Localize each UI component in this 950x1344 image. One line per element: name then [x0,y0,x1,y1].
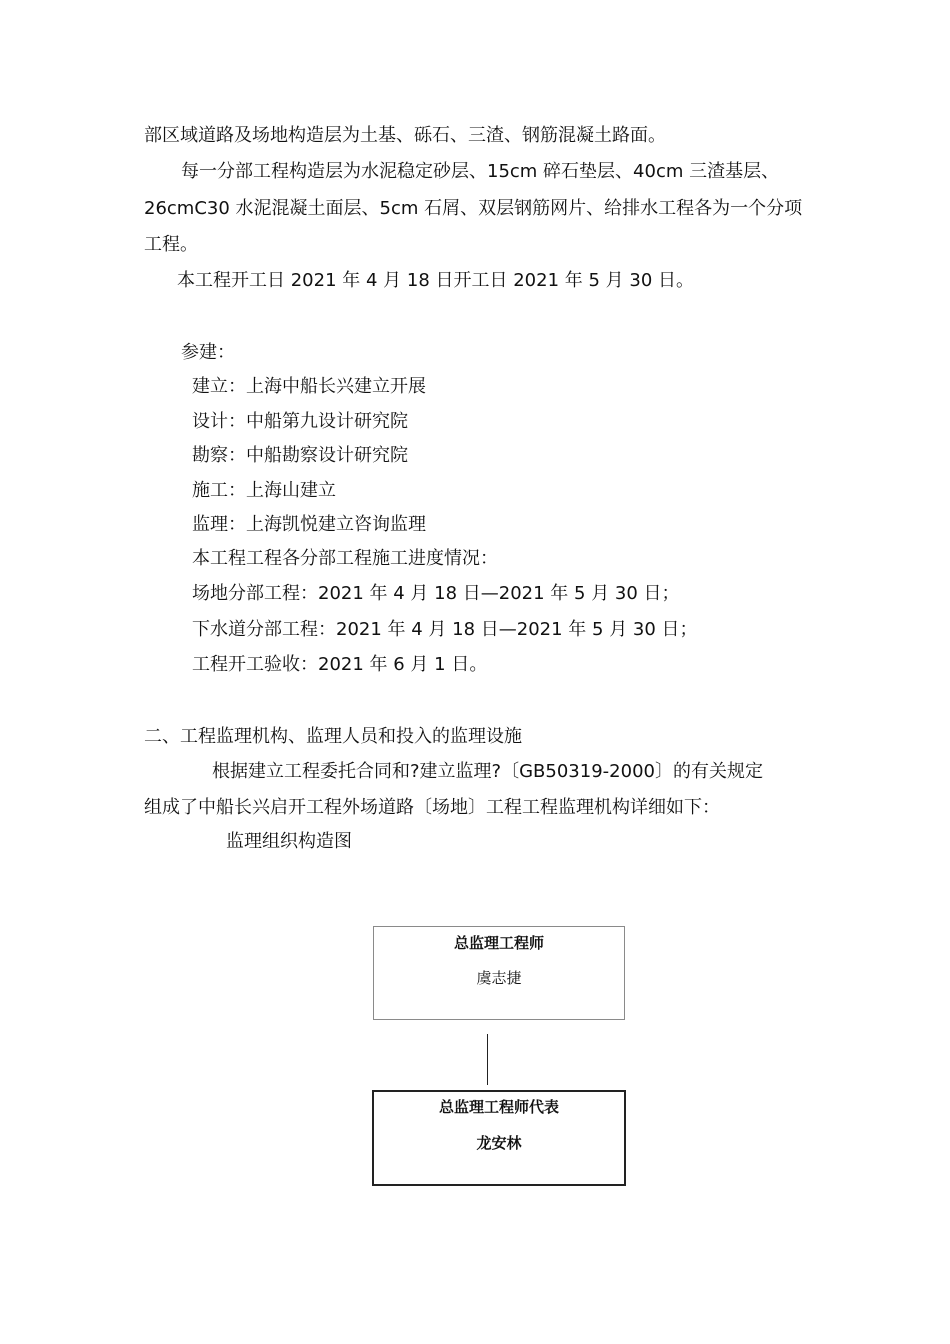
progress-drainage-works: 下水道分部工程：2021 年 4 月 18 日—2021 年 5 月 30 日； [192,619,698,640]
org-chart-deputy-supervisor-box [372,1090,626,1186]
paragraph-scope: 部区域道路及场地构造层为土基、砾石、三渣、钢筋混凝土路面。 [144,125,666,146]
progress-acceptance: 工程开工验收：2021 年 6 月 1 日。 [192,654,488,675]
progress-heading: 本工程工程各分部工程施工进度情况： [192,548,498,569]
section-body-line2: 组成了中船长兴启开工程外场道路〔场地〕工程工程监理机构详细如下： [144,797,720,818]
participant-developer: 建立：上海中船长兴建立开展 [192,376,426,397]
paragraph-structure-line3: 工程。 [144,234,198,255]
org-chart-caption: 监理组织构造图 [226,831,352,852]
chief-supervisor-title: 总监理工程师 [453,934,544,952]
participant-contractor: 施工：上海山建立 [192,480,336,501]
paragraph-structure-line1: 每一分部工程构造层为水泥稳定砂层、15cm 碎石垫层、40cm 三渣基层、 [181,161,780,182]
org-chart-chief-supervisor-box [373,926,625,1020]
section-heading: 二、工程监理机构、监理人员和投入的监理设施 [144,726,522,747]
participant-surveyor: 勘察：中船勘察设计研究院 [192,445,408,466]
section-body-line1: 根据建立工程委托合同和?建立监理?〔GB50319-2000〕的有关规定 [212,761,763,782]
deputy-supervisor-title: 总监理工程师代表 [438,1098,559,1116]
paragraph-structure-line2: 26cmC30 水泥混凝土面层、5cm 石屑、双层钢筋网片、给排水工程各为一个分项 [144,198,803,219]
participant-designer: 设计：中船第九设计研究院 [192,411,408,432]
progress-site-works: 场地分部工程：2021 年 4 月 18 日—2021 年 5 月 30 日； [192,583,680,604]
chief-supervisor-name: 虞志捷 [476,969,522,987]
org-chart-connector-line [487,1034,488,1085]
participants-heading: 参建： [181,342,235,363]
participant-supervisor: 监理：上海凯悦建立咨询监理 [192,514,426,535]
deputy-supervisor-name: 龙安林 [476,1134,522,1152]
paragraph-schedule: 本工程开工日 2021 年 4 月 18 日开工日 2021 年 5 月 30 日。 [177,270,694,291]
